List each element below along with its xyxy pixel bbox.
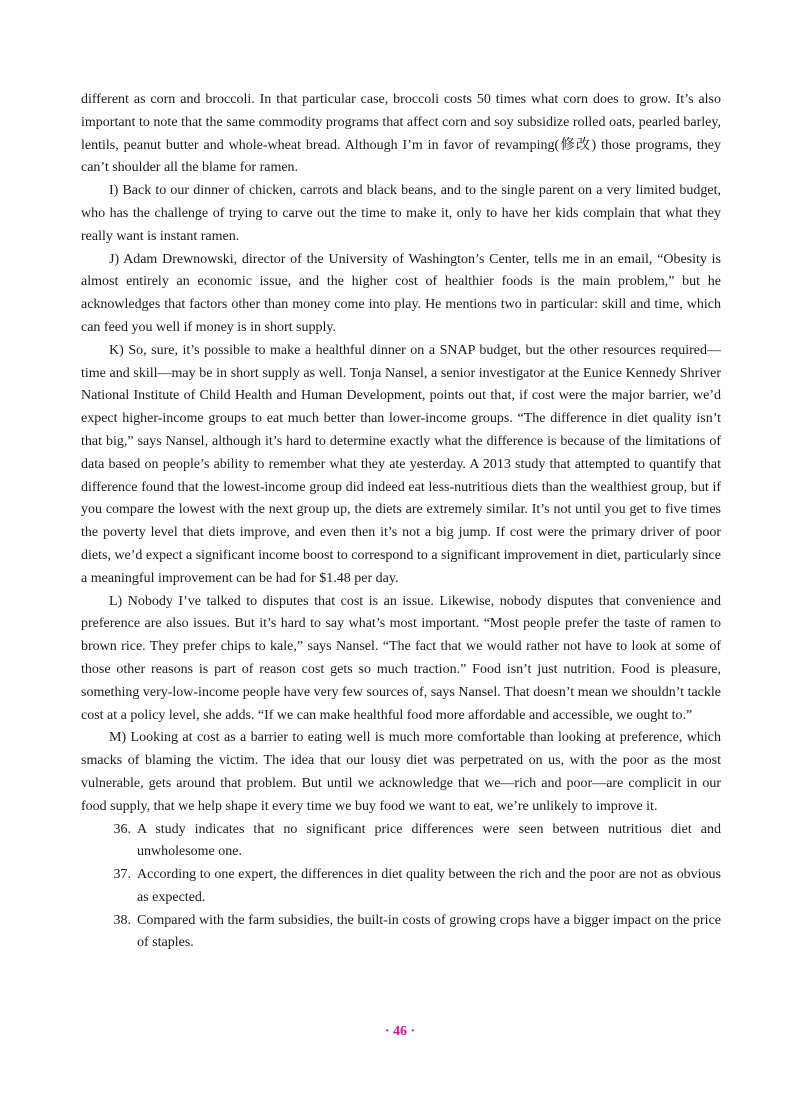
question-number: 36. (113, 821, 131, 837)
paragraph-h-continued: different as corn and broccoli. In that particular case, broccoli costs 50 times what corn does to grow. It’s also important to note that the same commodity programs that affect corn and soy subsidize rolled oats, pearled barley, lentils, peanut butter and whole-wheat bread. Although I’m in favor of revamping(修改) those programs, they can’t shoulder all the blame for ramen. (81, 92, 721, 176)
question-36 (81, 819, 721, 865)
document-body (81, 89, 721, 955)
question-text: Compared with the farm subsidies, the built-in costs of growing crops have a bigger impact on the price of staples. (137, 912, 721, 951)
question-text: According to one expert, the differences in diet quality between the rich and the poor are not as obvious as expected. (137, 867, 721, 905)
page-number: · 46 · (384, 1024, 416, 1039)
question-37 (81, 864, 721, 910)
question-38 (81, 910, 721, 956)
paragraph-j: J) Adam Drewnowski, director of the University of Washington’s Center, tells me in an email, “Obesity is almost entirely an economic issue, and the higher cost of healthier foods is the main problem,” but he acknowledges that factors other than money come into play. He mentions two in particular: skill and time, which can feed you well if money is in short supply. (81, 251, 721, 335)
paragraph-m: M) Looking at cost as a barrier to eating well is much more comfortable than looking at preference, which smacks of blaming the victim. The idea that our lousy diet was perpetrated on us, with the poor as the most vulnerable, gets around that problem. But until we acknowledge that we—rich and poor—are complicit in our food supply, that we help shape it every time we buy food we want to eat, we’re unlikely to improve it. (81, 730, 721, 814)
question-text: A study indicates that no significant price differences were seen between nutritious diet and unwholesome one. (137, 821, 721, 860)
paragraph-k: K) So, sure, it’s possible to make a healthful dinner on a SNAP budget, but the other resources required—time and skill—may be in short supply as well. Tonja Nansel, a senior investigator at the Eunice Kennedy Shriver National Institute of Child Health and Human Development, points out that, if cost were the major barrier, we’d expect higher-income groups to eat much better than lower-income groups. “The difference in diet quality isn’t that big,” says Nansel, although it’s hard to determine exactly what the difference is because of the limitations of data based on people’s ability to remember what they ate yesterday. A 2013 study that attempted to quantify that difference found that the lowest-income group did indeed eat less-nutritious diets than the wealthiest group, but if you compare the lowest with the next group up, the diets are extremely similar. It’s not until you get to five times the poverty level that diets improve, and even then it’s not a big jump. If cost were the primary driver of poor diets, we’d expect a significant income boost to correspond to a significant improvement in diet, particularly since a meaningful improvement can be had for $1.48 per day. (81, 342, 721, 586)
paragraph-i: I) Back to our dinner of chicken, carrots and black beans, and to the single parent on a very limited budget, who has the challenge of trying to carve out the time to make it, only to have her kids complain that what they really want is instant ramen. (81, 183, 721, 244)
question-number: 38. (113, 912, 131, 928)
paragraph-l: L) Nobody I’ve talked to disputes that cost is an issue. Likewise, nobody disputes that convenience and preference are also issues. But it’s hard to say what’s most important. “Most people prefer the taste of ramen to brown rice. They prefer chips to kale,” says Nansel. “The fact that we would rather not have to look at some of those other reasons is part of reason cost gets so much traction.” Food isn’t just nutrition. Food is pleasure, something very-low-income people have very few sources of, says Nansel. That doesn’t mean we shouldn’t tackle cost at a policy level, she adds. “If we can make healthful food more affordable and accessible, we ought to.” (81, 593, 721, 723)
question-number: 37. (113, 867, 131, 883)
